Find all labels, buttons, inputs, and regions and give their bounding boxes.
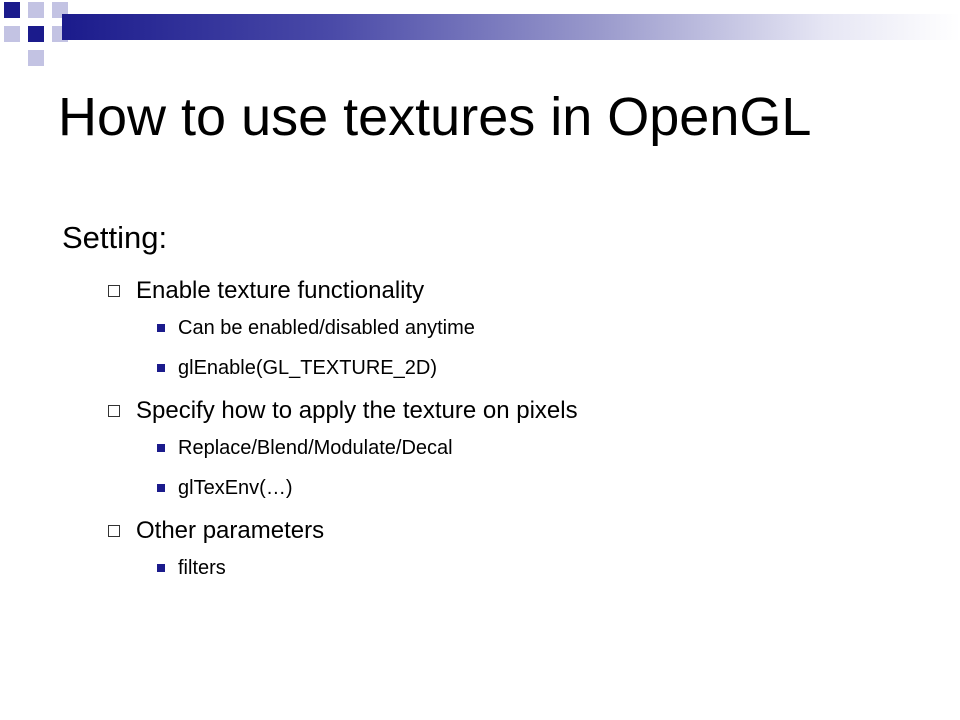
decor-square — [28, 2, 44, 18]
bullet-level1 — [62, 514, 922, 548]
bullet-level2 — [62, 428, 922, 468]
decor-square — [28, 26, 44, 42]
header-gradient-bar — [62, 14, 960, 40]
section-heading: Setting: — [62, 220, 168, 255]
hollow-square-icon — [108, 525, 120, 537]
filled-square-icon — [157, 444, 165, 452]
hollow-square-icon — [108, 285, 120, 297]
filled-square-icon — [157, 484, 165, 492]
bullet-level1 — [62, 274, 922, 308]
bullet-text: Specify how to apply the texture on pixels — [136, 397, 578, 424]
bullet-text: Other parameters — [136, 517, 325, 544]
slide-title: How to use textures in OpenGL — [58, 87, 812, 147]
filled-square-icon — [157, 564, 165, 572]
filled-square-icon — [157, 364, 165, 372]
bullet-text: filters — [178, 557, 226, 579]
filled-square-icon — [157, 324, 165, 332]
decor-square — [28, 50, 44, 66]
bullet-level2 — [62, 468, 922, 508]
slide-body — [62, 218, 922, 588]
bullet-level1 — [62, 394, 922, 428]
bullet-level2 — [62, 348, 922, 388]
bullet-text: glTexEnv(…) — [178, 477, 293, 499]
bullet-level2 — [62, 308, 922, 348]
bullet-level2 — [62, 548, 922, 588]
bullet-text: Enable texture functionality — [136, 277, 425, 304]
hollow-square-icon — [108, 405, 120, 417]
bullet-text: glEnable(GL_TEXTURE_2D) — [178, 357, 437, 379]
decor-square — [4, 26, 20, 42]
decor-square — [4, 2, 20, 18]
bullet-text: Replace/Blend/Modulate/Decal — [178, 437, 453, 459]
bullet-text: Can be enabled/disabled anytime — [178, 317, 475, 339]
